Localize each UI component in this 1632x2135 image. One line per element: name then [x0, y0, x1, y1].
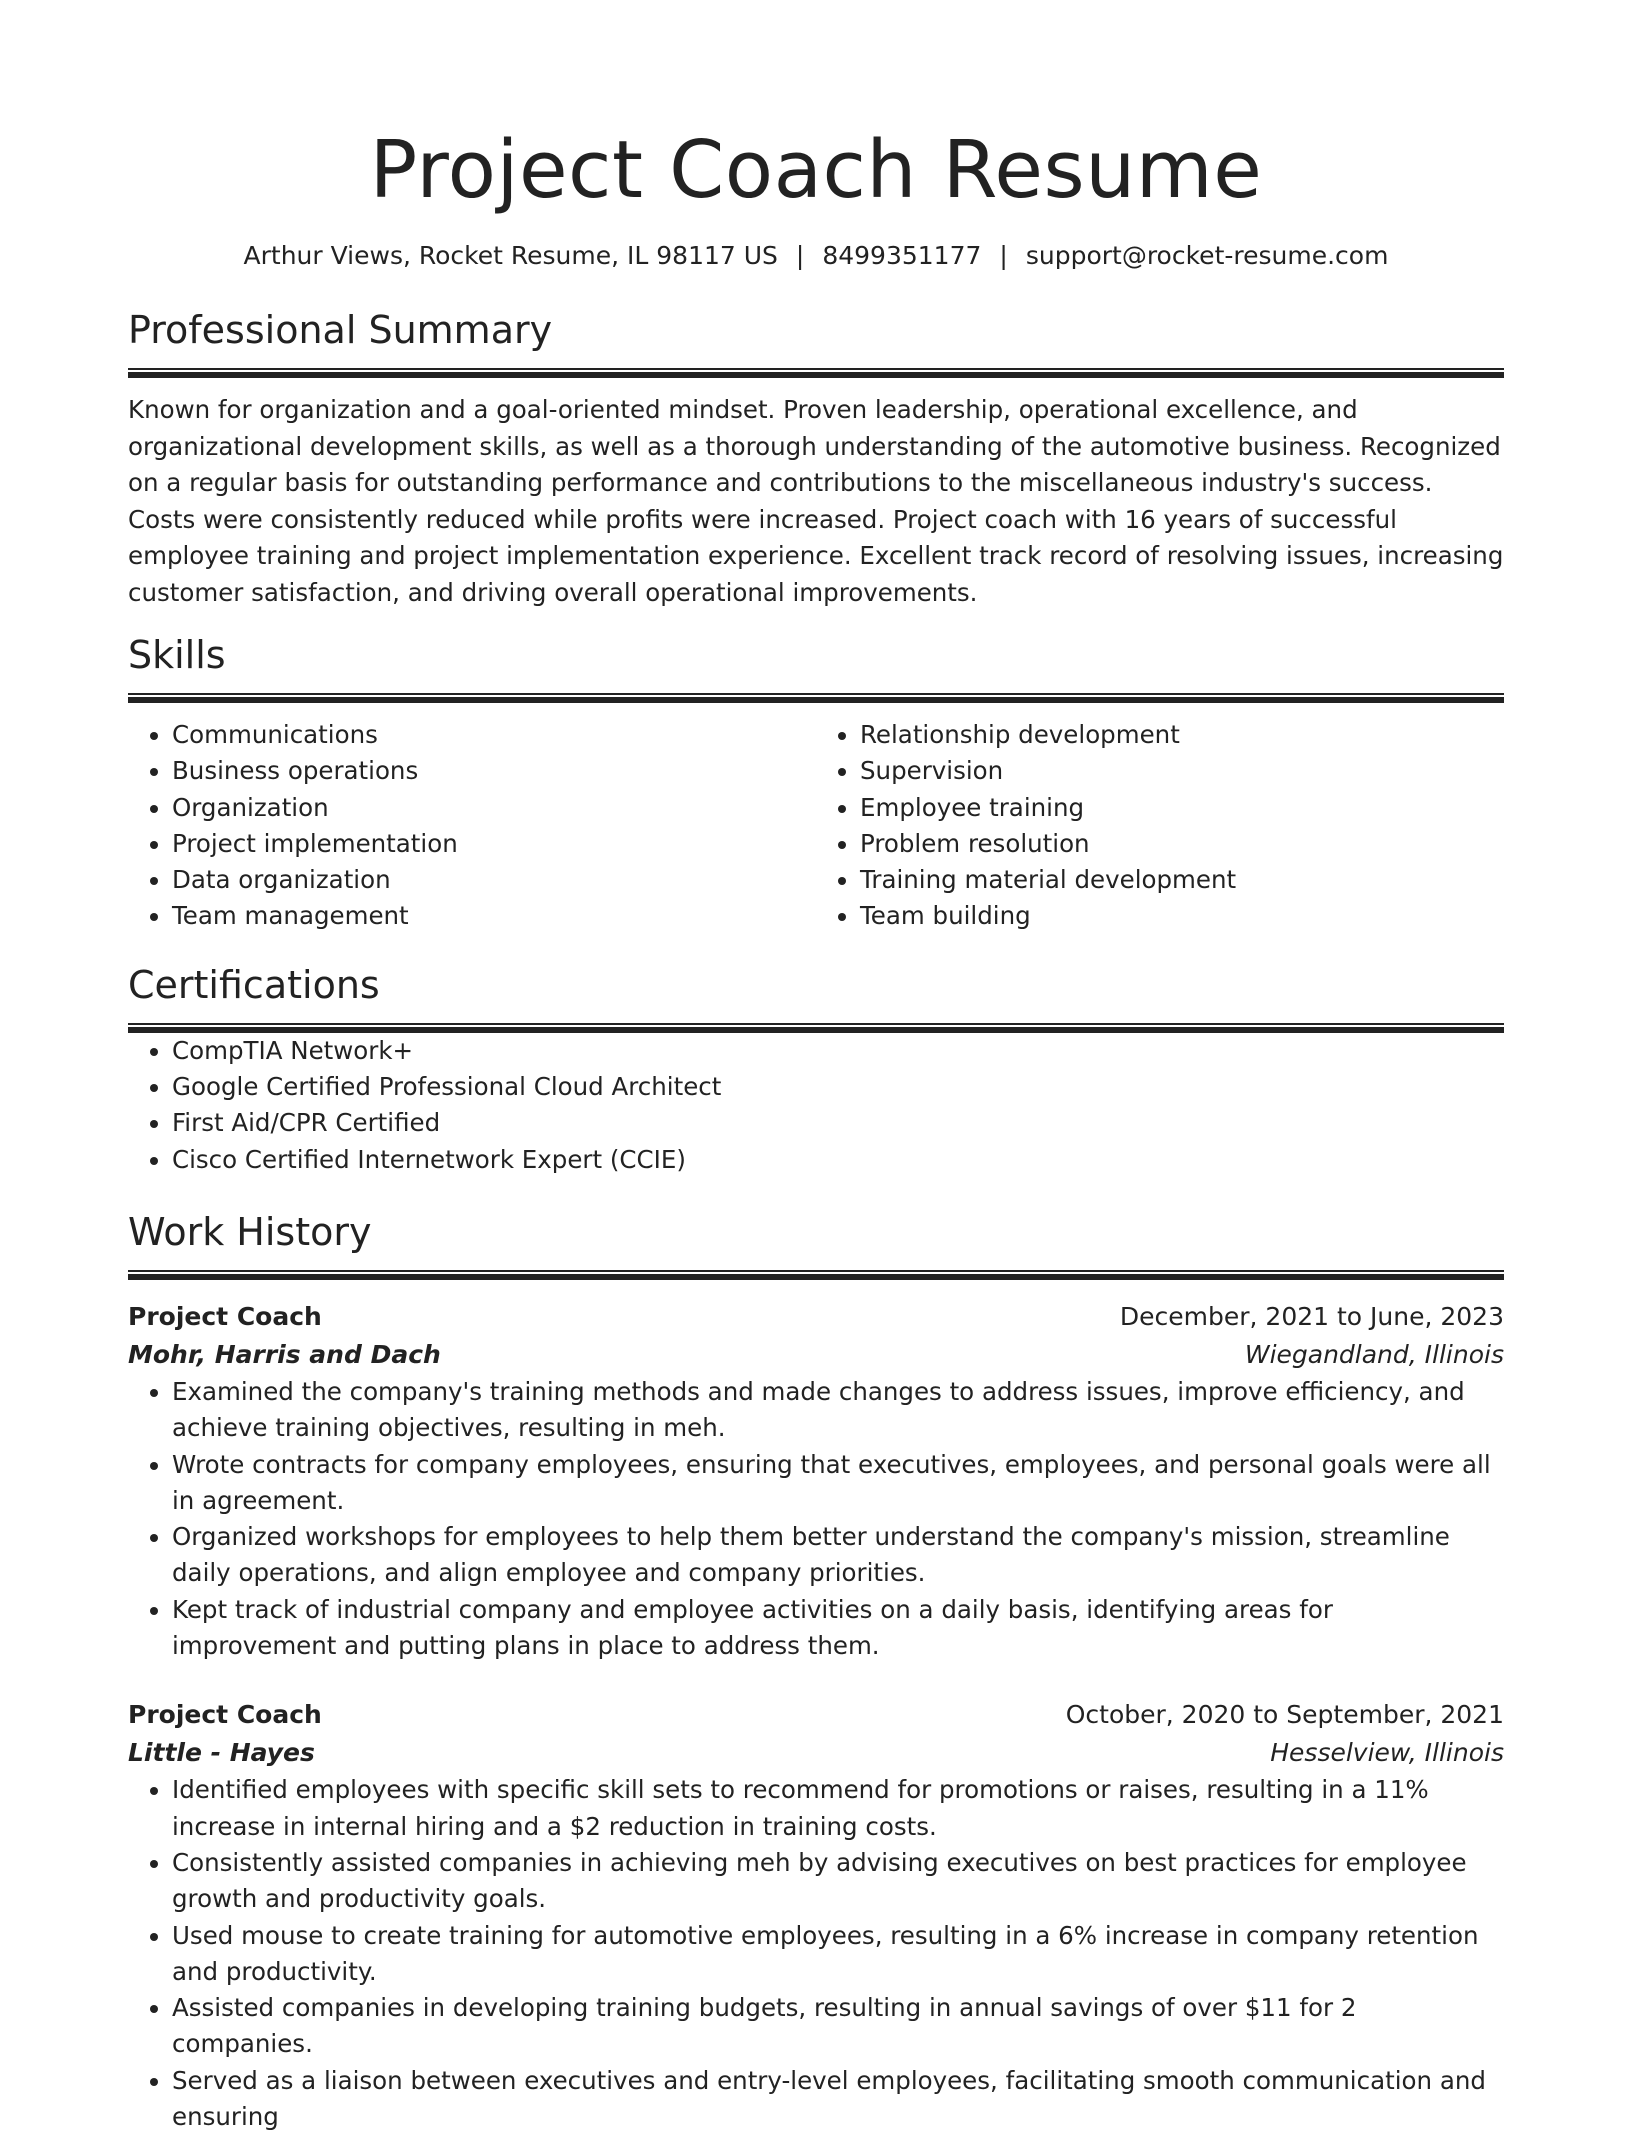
job-bullet: • Organized workshops for employees to help them better understand the company's mission, streamline daily operations, and align employee and company priorities. [172, 1519, 1504, 1592]
job-subheader [128, 1734, 1504, 1772]
job-bullet: • Served as a liaison between executives and entry-level employees, facilitating smooth communication and ensuring [172, 2063, 1504, 2135]
skills-list-left [128, 717, 816, 935]
certifications-list [128, 1033, 1504, 1178]
skill-item: • Organization [172, 790, 816, 826]
contact-address: Arthur Views, Rocket Resume, IL 98117 US [243, 241, 778, 270]
skill-item: • Data organization [172, 862, 816, 898]
certifications-section [128, 961, 1504, 1178]
skill-item: • Training material development [860, 862, 1504, 898]
job-bullet: • Assisted companies in developing training budgets, resulting in annual savings of over $11 for 2 companies. [172, 1990, 1504, 2063]
certification-item: • First Aid/CPR Certified [172, 1105, 1504, 1141]
skills-section [128, 631, 1504, 935]
contact-phone: 8499351177 [822, 241, 982, 270]
resume-page [128, 0, 1504, 2135]
work-history-section [128, 1208, 1504, 2135]
skill-item: • Problem resolution [860, 826, 1504, 862]
job-bullet: • Examined the company's training methods and made changes to address issues, improve efficiency, and achieve training objectives, resulting in meh. [172, 1374, 1504, 1447]
job-subheader [128, 1336, 1504, 1374]
skill-item: • Team building [860, 898, 1504, 934]
job-title: Project Coach [128, 1700, 322, 1730]
job-bullet: • Wrote contracts for company employees, ensuring that executives, employees, and personal goals were all in agreement. [172, 1447, 1504, 1520]
job-entry [128, 1298, 1504, 1664]
section-heading-summary: Professional Summary [128, 308, 553, 352]
section-divider [128, 1270, 1504, 1280]
skill-item: • Communications [172, 717, 816, 753]
skill-item: • Supervision [860, 753, 1504, 789]
job-dates: October, 2020 to September, 2021 [1065, 1700, 1504, 1730]
job-company: Little - Hayes [128, 1738, 315, 1768]
skill-item: • Relationship development [860, 717, 1504, 753]
job-header [128, 1696, 1504, 1734]
job-title: Project Coach [128, 1301, 322, 1331]
skill-item: • Employee training [860, 790, 1504, 826]
skill-item: • Project implementation [172, 826, 816, 862]
resume-title: Project Coach Resume [369, 124, 1263, 216]
section-divider [128, 368, 1504, 378]
contact-separator: | [999, 241, 1008, 270]
job-bullets [128, 1772, 1504, 2135]
job-entry [128, 1696, 1504, 2135]
job-bullet: • Identified employees with specific skill sets to recommend for promotions or raises, resulting in a 11% increase in internal hiring and a $2 reduction in training costs. [172, 1772, 1504, 1845]
job-company: Mohr, Harris and Dach [128, 1339, 441, 1369]
job-dates: December, 2021 to June, 2023 [1119, 1301, 1504, 1331]
contact-separator: | [795, 241, 805, 270]
certification-item: • Cisco Certified Internetwork Expert (CCIE) [172, 1142, 1504, 1178]
job-location: Wiegandland, Illinois [1244, 1339, 1504, 1369]
job-bullet: • Consistently assisted companies in achieving meh by advising executives on best practices for employee growth and productivity goals. [172, 1845, 1504, 1918]
section-heading-work-history: Work History [128, 1209, 372, 1254]
summary-section [128, 306, 1504, 611]
contact-line [128, 240, 1504, 272]
skill-item: • Business operations [172, 753, 816, 789]
section-heading-certifications: Certifications [128, 962, 380, 1007]
job-location: Hesselview, Illinois [1270, 1738, 1504, 1768]
job-bullet: • Kept track of industrial company and employee activities on a daily basis, identifying areas for improvement and putting plans in place to address them. [172, 1592, 1504, 1665]
skill-item: • Team management [172, 898, 816, 934]
summary-text: Known for organization and a goal-oriented mindset. Proven leadership, operational excellence, and organizational development skills, as well as a thorough understanding of the automotive business. Recognized on a regular basis for outstanding performance and contributions to the miscellaneous industry's success. Costs were consistently reduced while profits were increased. Project coach with 16 years of successful employee training and project implementation experience. Excellent track record of resolving issues, increasing customer satisfaction, and driving overall operational improvements. [128, 395, 1504, 607]
certification-item: • CompTIA Network+ [172, 1033, 1504, 1069]
job-header [128, 1298, 1504, 1336]
section-divider [128, 1023, 1504, 1033]
skills-columns [128, 717, 1504, 935]
section-divider [128, 693, 1504, 703]
section-heading-skills: Skills [128, 633, 226, 677]
contact-email: support@rocket-resume.com [1025, 241, 1389, 270]
certification-item: • Google Certified Professional Cloud Architect [172, 1069, 1504, 1105]
skills-list-right [816, 717, 1504, 935]
job-bullets [128, 1374, 1504, 1664]
job-bullet: • Used mouse to create training for automotive employees, resulting in a 6% increase in company retention and productivity. [172, 1918, 1504, 1991]
